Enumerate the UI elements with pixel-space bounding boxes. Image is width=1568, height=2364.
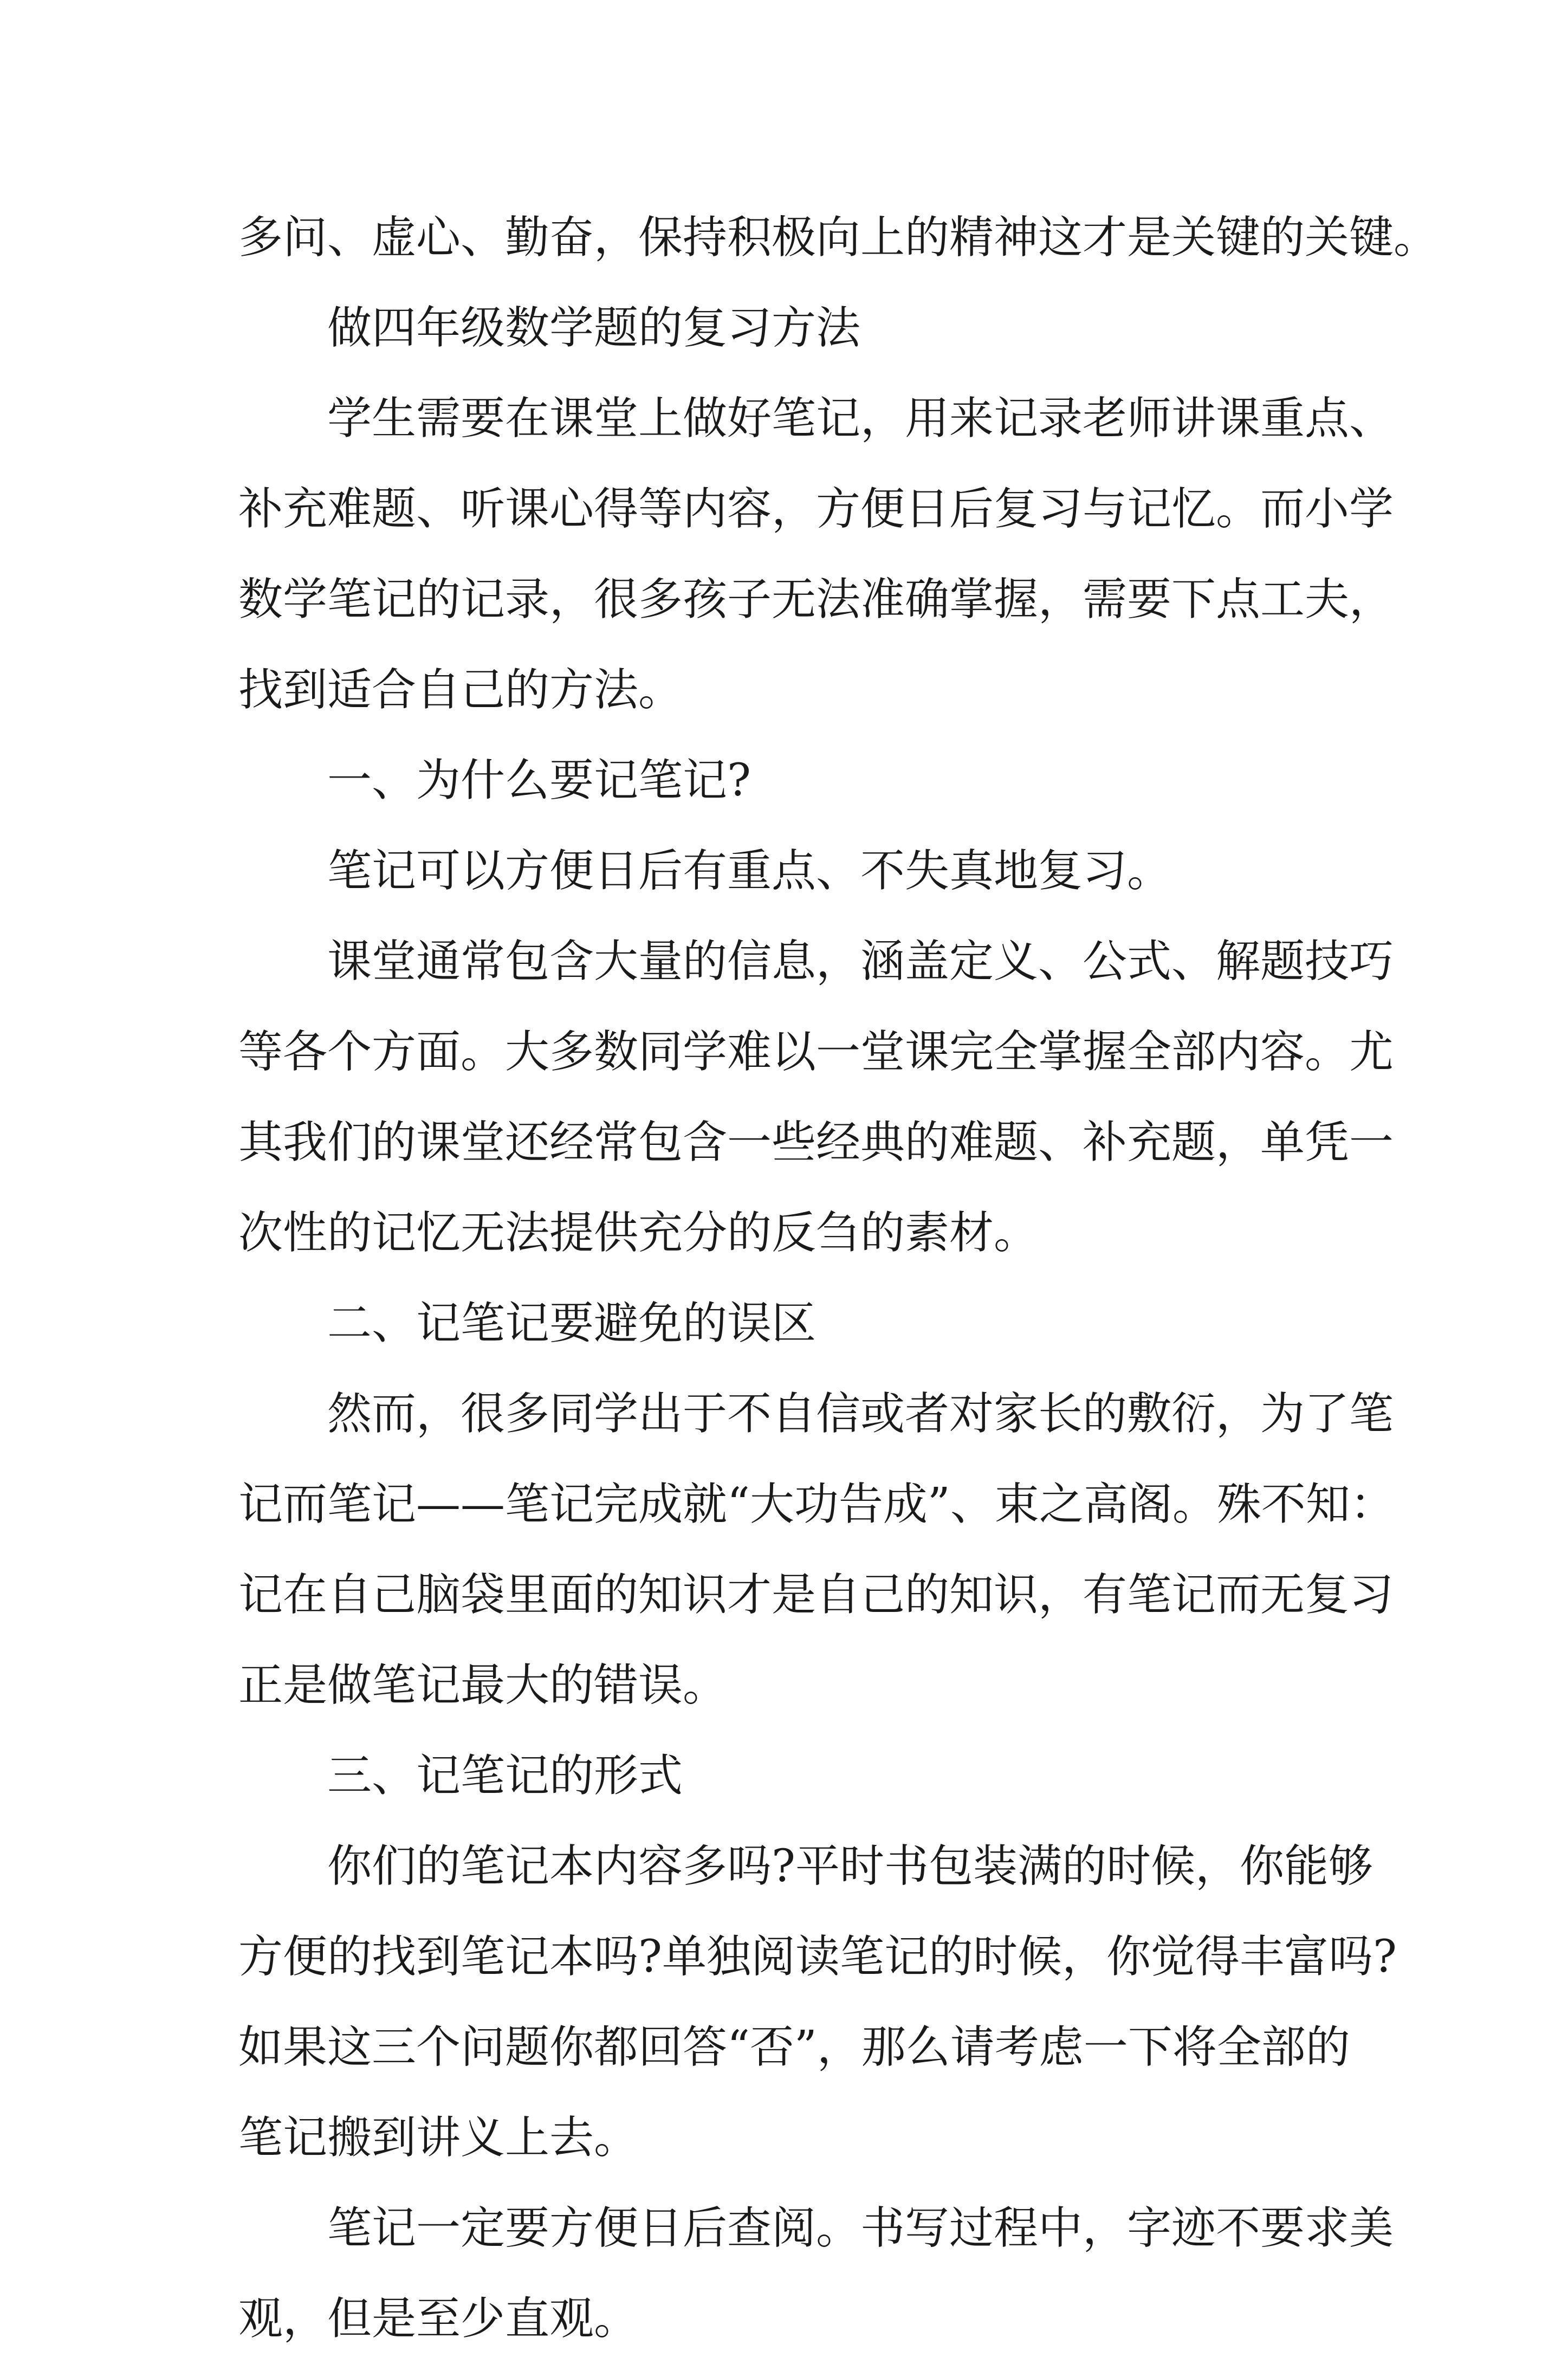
paragraph-text — [238, 2183, 1394, 2364]
section-heading — [238, 735, 1338, 826]
section-heading-line: 二、记笔记要避免的误区 — [327, 1298, 817, 1349]
paragraph-line: 次性的记忆无法提供充分的反刍的素材。 — [238, 1207, 1039, 1259]
paragraph-text — [238, 1369, 1395, 1731]
document-body — [238, 192, 1439, 2364]
paragraph-text — [238, 192, 1439, 283]
paragraph-line: 如果这三个问题你都回答“否”，那么请考虑一下将全部的 — [238, 2022, 1350, 2073]
paragraph-line: 你们的笔记本内容多吗?平时书包装满的时候，你能够 — [327, 1841, 1373, 1892]
paragraph-line: 方便的找到笔记本吗?单独阅读笔记的时候，你觉得丰富吗? — [238, 1931, 1397, 1983]
paragraph-line: 笔记搬到讲义上去。 — [238, 2112, 639, 2164]
section-heading — [238, 1731, 1338, 1821]
paragraph-line: 观，但是至少直观。 — [238, 2293, 639, 2344]
paragraph-line: 数学笔记的记录，很多孩子无法准确掌握，需要下点工夫， — [238, 574, 1394, 625]
paragraph-line: 多问、虚心、勤奋，保持积极向上的精神这才是关键的关键。 — [238, 212, 1439, 263]
section-heading — [238, 1278, 1338, 1369]
section-heading-line: 一、为什么要记笔记? — [327, 755, 751, 806]
paragraph-line: 然而，很多同学出于不自信或者对家长的敷衍，为了笔 — [327, 1388, 1394, 1440]
paragraph-text — [238, 1821, 1397, 2183]
section-title — [238, 283, 1338, 373]
paragraph-line: 笔记可以方便日后有重点、不失真地复习。 — [327, 845, 1172, 897]
paragraph-line: 课堂通常包含大量的信息，涵盖定义、公式、解题技巧 — [327, 936, 1394, 987]
paragraph-line: 笔记一定要方便日后查阅。书写过程中，字迹不要求美 — [327, 2203, 1394, 2254]
paragraph-text — [238, 373, 1394, 735]
paragraph-line: 正是做笔记最大的错误。 — [238, 1660, 728, 1711]
section-title-line: 做四年级数学题的复习方法 — [327, 302, 861, 354]
section-heading-line: 三、记笔记的形式 — [327, 1750, 683, 1802]
paragraph-line: 学生需要在课堂上做好笔记，用来记录老师讲课重点、 — [327, 393, 1394, 444]
paragraph-line: 补充难题、听课心得等内容，方便日后复习与记忆。而小学 — [238, 483, 1394, 535]
paragraph-line: 等各个方面。大多数同学难以一堂课完全掌握全部内容。尤 — [238, 1026, 1394, 1078]
paragraph-line: 其我们的课堂还经常包含一些经典的难题、补充题，单凭一 — [238, 1117, 1394, 1168]
paragraph-text — [238, 826, 1338, 916]
paragraph-line: 找到适合自己的方法。 — [238, 664, 683, 716]
paragraph-line: 记而笔记——笔记完成就“大功告成”、束之高阁。殊不知： — [238, 1479, 1395, 1530]
paragraph-text — [238, 916, 1394, 1278]
paragraph-line: 记在自己脑袋里面的知识才是自己的知识，有笔记而无复习 — [238, 1569, 1394, 1621]
